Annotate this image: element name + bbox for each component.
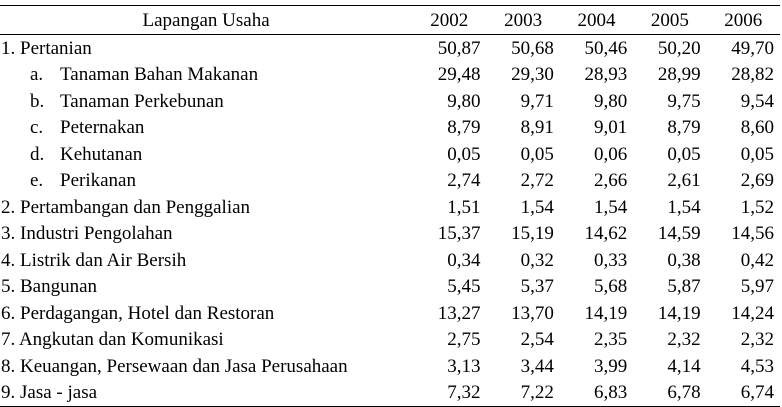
- sector-share-table: [0, 5, 780, 407]
- row-label: [0, 141, 412, 168]
- cell-2002: 7,32: [447, 382, 481, 404]
- cell-2005: 6,78: [667, 382, 701, 404]
- table-row: [0, 380, 780, 407]
- row-label: [0, 62, 412, 89]
- cell-2004: 0,06: [593, 143, 628, 165]
- header-year-2002: 2002: [430, 9, 469, 31]
- cell-2002: 9,80: [447, 90, 481, 112]
- row-label: 4. Listrik dan Air Bersih: [1, 249, 187, 271]
- cell-2002: 13,27: [437, 302, 481, 324]
- cell-2004: 14,62: [584, 223, 628, 245]
- table-row: [0, 353, 780, 380]
- cell-2002: 29,48: [437, 64, 481, 86]
- cell-2004: 28,93: [584, 64, 628, 86]
- cell-2004: 9,01: [593, 117, 628, 139]
- cell-2006: 2,32: [740, 329, 774, 351]
- cell-2005: 2,32: [667, 329, 701, 351]
- cell-2004: 9,80: [593, 90, 628, 112]
- header-year-2003: 2003: [504, 9, 543, 31]
- cell-2006: 14,56: [731, 223, 774, 245]
- header-year-2006: 2006: [724, 9, 763, 31]
- cell-2003: 50,68: [511, 37, 554, 59]
- table-row: [0, 274, 780, 301]
- cell-2003: 0,32: [520, 249, 554, 271]
- table-row: [0, 35, 780, 62]
- cell-2002: 5,45: [447, 276, 481, 298]
- row-label: 1. Pertanian: [1, 37, 92, 59]
- cell-2002: 3,13: [447, 355, 481, 377]
- table-row: [0, 194, 780, 221]
- row-label: [0, 88, 412, 115]
- table-row: [0, 168, 780, 195]
- table-row: [0, 62, 780, 89]
- cell-2003: 5,37: [520, 276, 554, 298]
- cell-2005: 8,79: [667, 117, 701, 139]
- cell-2006: 0,05: [740, 143, 774, 165]
- cell-2003: 29,30: [511, 64, 554, 86]
- row-letter: c.: [30, 117, 44, 139]
- row-label: 7. Angkutan dan Komunikasi: [1, 329, 224, 351]
- cell-2005: 5,87: [667, 276, 701, 298]
- cell-2005: 14,19: [657, 302, 701, 324]
- table-row: [0, 327, 780, 354]
- cell-2004: 5,68: [593, 276, 628, 298]
- cell-2005: 0,38: [667, 249, 701, 271]
- cell-2004: 50,46: [584, 37, 628, 59]
- header-year-2004: 2004: [577, 9, 616, 31]
- cell-2003: 3,44: [520, 355, 554, 377]
- table-row: [0, 247, 780, 274]
- cell-2004: 1,54: [593, 196, 628, 218]
- table-row: [0, 115, 780, 142]
- cell-2002: 8,79: [447, 117, 481, 139]
- cell-2005: 14,59: [657, 223, 701, 245]
- header-year-2005: 2005: [650, 9, 689, 31]
- cell-2006: 0,42: [740, 249, 774, 271]
- cell-2003: 2,72: [520, 170, 554, 192]
- cell-2002: 50,87: [437, 37, 481, 59]
- cell-2004: 2,66: [593, 170, 628, 192]
- cell-2005: 4,14: [667, 355, 701, 377]
- cell-2004: 14,19: [584, 302, 628, 324]
- cell-2004: 2,35: [593, 329, 628, 351]
- cell-2005: 2,61: [667, 170, 701, 192]
- cell-2004: 6,83: [593, 382, 628, 404]
- header-row: [0, 6, 780, 35]
- table-row: [0, 300, 780, 327]
- cell-2005: 0,05: [667, 143, 701, 165]
- cell-2006: 28,82: [731, 64, 774, 86]
- cell-2003: 9,71: [520, 90, 554, 112]
- cell-2003: 0,05: [520, 143, 554, 165]
- row-label: 8. Keuangan, Persewaan dan Jasa Perusahaan: [1, 355, 348, 377]
- row-label-text: Tanaman Bahan Makanan: [60, 64, 259, 86]
- table-header: [0, 6, 780, 35]
- row-label: 5. Bangunan: [1, 276, 98, 298]
- cell-2002: 0,34: [447, 249, 481, 271]
- cell-2003: 1,54: [520, 196, 554, 218]
- table-row: [0, 88, 780, 115]
- header-lapangan-usaha: Lapangan Usaha: [142, 9, 270, 31]
- row-label: [0, 168, 412, 195]
- row-label-text: Tanaman Perkebunan: [60, 90, 224, 112]
- cell-2002: 2,75: [447, 329, 481, 351]
- row-letter: d.: [30, 143, 45, 165]
- row-label: 3. Industri Pengolahan: [1, 223, 173, 245]
- row-label-text: Perikanan: [60, 170, 136, 192]
- cell-2006: 5,97: [740, 276, 774, 298]
- row-label-text: Kehutanan: [60, 143, 143, 165]
- cell-2004: 0,33: [593, 249, 628, 271]
- cell-2006: 9,54: [740, 90, 774, 112]
- cell-2003: 15,19: [511, 223, 554, 245]
- cell-2006: 49,70: [731, 37, 774, 59]
- cell-2003: 8,91: [520, 117, 554, 139]
- cell-2002: 0,05: [447, 143, 481, 165]
- cell-2005: 9,75: [667, 90, 701, 112]
- row-label: 2. Pertambangan dan Penggalian: [1, 196, 251, 218]
- cell-2006: 2,69: [740, 170, 774, 192]
- cell-2006: 1,52: [740, 196, 774, 218]
- cell-2006: 6,74: [740, 382, 774, 404]
- sector-share-table-container: [0, 5, 780, 407]
- cell-2004: 3,99: [593, 355, 628, 377]
- cell-2006: 14,24: [731, 302, 774, 324]
- cell-2006: 8,60: [740, 117, 774, 139]
- table-body: [0, 35, 780, 407]
- cell-2005: 28,99: [657, 64, 701, 86]
- table-row: [0, 141, 780, 168]
- cell-2006: 4,53: [740, 355, 774, 377]
- table-row: [0, 221, 780, 248]
- cell-2005: 50,20: [657, 37, 701, 59]
- row-letter: e.: [30, 170, 44, 192]
- row-letter: b.: [30, 90, 45, 112]
- cell-2002: 1,51: [447, 196, 481, 218]
- row-letter: a.: [30, 64, 44, 86]
- cell-2005: 1,54: [667, 196, 701, 218]
- cell-2003: 13,70: [511, 302, 554, 324]
- row-label: [0, 115, 412, 142]
- cell-2002: 2,74: [447, 170, 481, 192]
- row-label-text: Peternakan: [60, 117, 145, 139]
- row-label: 6. Perdagangan, Hotel dan Restoran: [1, 302, 275, 324]
- cell-2003: 2,54: [520, 329, 554, 351]
- cell-2002: 15,37: [437, 223, 481, 245]
- row-label: 9. Jasa - jasa: [1, 382, 98, 404]
- cell-2003: 7,22: [520, 382, 554, 404]
